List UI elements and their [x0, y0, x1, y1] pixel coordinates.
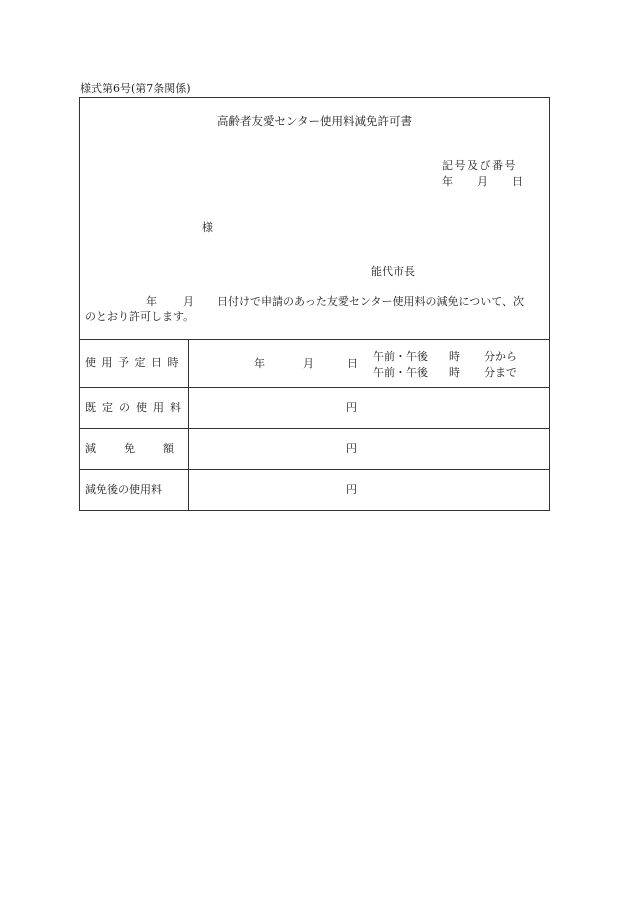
- from-minute: 分から: [484, 350, 517, 363]
- table-row-reduction: [80, 429, 550, 470]
- use-date-month: 月: [303, 357, 314, 370]
- permit-detail-table: [79, 339, 550, 511]
- intro-month: 月: [183, 295, 194, 308]
- intro-year: 年: [146, 295, 157, 308]
- use-date-value: [189, 340, 550, 388]
- to-ampm: 午前・午後: [373, 365, 428, 379]
- form-number-caption: 様式第6号(第7条関係): [80, 82, 191, 95]
- table-row-use-date: [80, 340, 550, 388]
- document-number-label: 記号及び番号: [442, 159, 517, 172]
- table-row-standard-fee: [80, 388, 550, 429]
- issue-date-month: 月: [477, 175, 488, 188]
- reduction-label-2: 免: [124, 441, 135, 455]
- fee-after-value: [189, 470, 550, 511]
- from-ampm: 午前・午後: [373, 350, 428, 363]
- reduction-label-3: 額: [163, 441, 174, 455]
- intro-line-2: のとおり許可します。: [85, 309, 195, 323]
- intro-text: 日付けで申請のあった友愛センター使用料の減免について、次: [217, 295, 525, 308]
- issuer-name: 能代市長: [371, 265, 415, 278]
- intro-paragraph: [85, 295, 545, 325]
- to-minute: 分まで: [484, 365, 517, 379]
- fee-after-unit: 円: [346, 483, 357, 496]
- use-date-day: 日: [347, 357, 358, 370]
- permit-header-box: [79, 97, 550, 340]
- reduction-label-1: 減: [85, 441, 96, 455]
- table-row-fee-after: [80, 470, 550, 511]
- issue-date-day: 日: [512, 175, 523, 188]
- use-time-to: [373, 365, 517, 381]
- reduction-value: [189, 429, 550, 470]
- reduction-unit: 円: [346, 442, 357, 455]
- addressee-suffix: 様: [202, 221, 213, 234]
- reduction-label: [80, 429, 189, 470]
- use-date-label: 使用予定日時: [80, 340, 189, 388]
- issue-date-year: 年: [442, 175, 453, 188]
- issue-date: [442, 175, 523, 190]
- use-date-fields: [254, 357, 358, 372]
- use-time-from: [373, 349, 517, 365]
- standard-fee-value: [189, 388, 550, 429]
- use-time-range: [373, 349, 517, 381]
- standard-fee-unit: 円: [346, 401, 357, 414]
- fee-after-label: 減免後の使用料: [80, 470, 189, 511]
- from-hour: 時: [449, 350, 460, 363]
- document-title: 高齢者友愛センター使用料減免許可書: [216, 114, 413, 128]
- intro-line-1: [85, 295, 545, 310]
- to-hour: 時: [449, 365, 460, 379]
- standard-fee-label: 既定の使用料: [80, 388, 189, 429]
- use-date-year: 年: [254, 357, 265, 370]
